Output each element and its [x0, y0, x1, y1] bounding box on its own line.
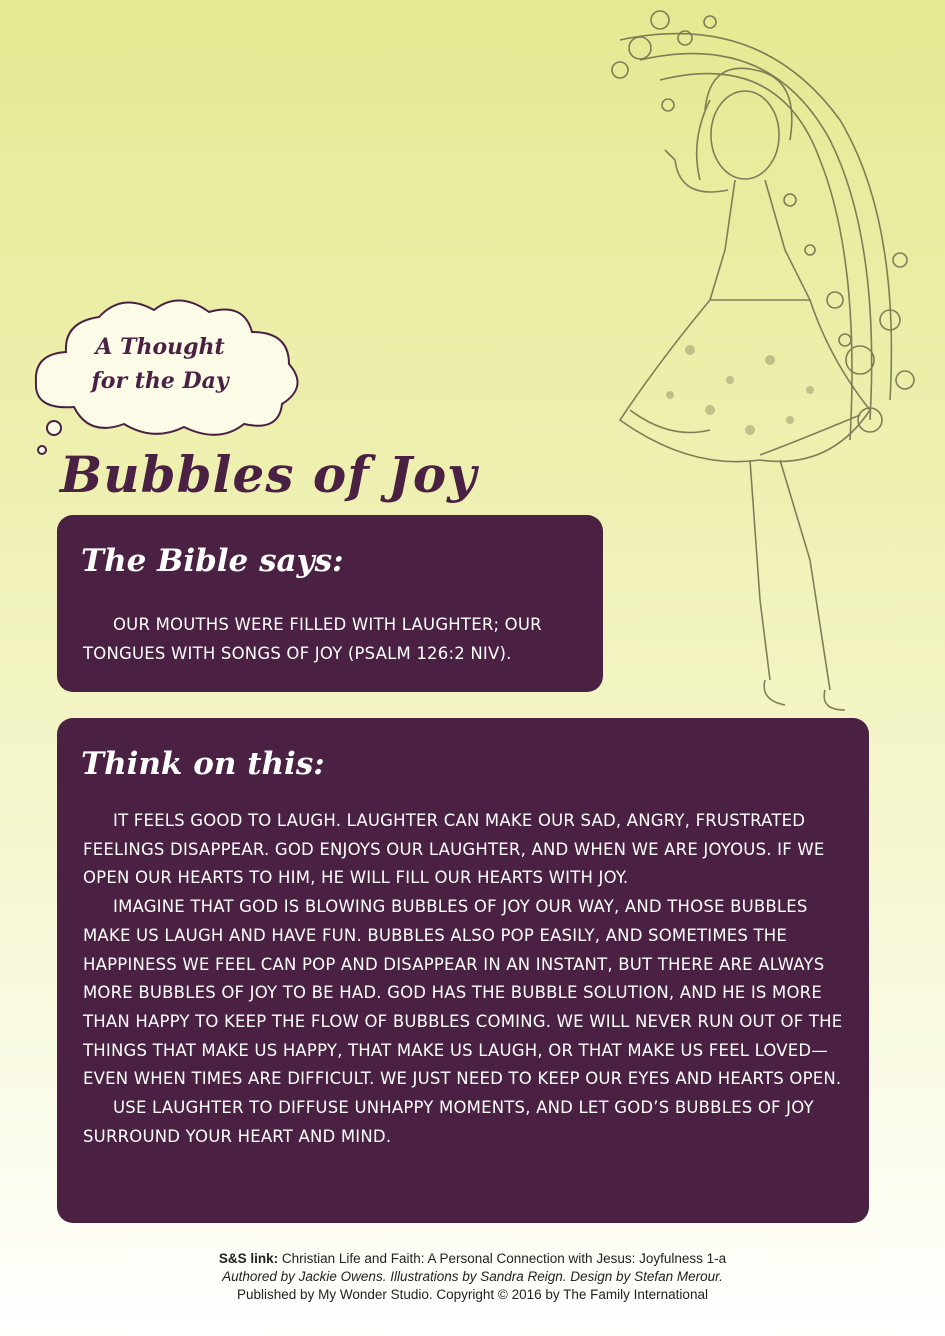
- think-on-this-body: [83, 807, 853, 1151]
- think-paragraph-2: IMAGINE THAT GOD IS BLOWING BUBBLES OF JOY OUR WAY, AND THOSE BUBBLES MAKE US LAUGH AND HAVE FUN. BUBBLES ALSO POP EASILY, AND SOMETIMES THE HAPPINESS WE FEEL CAN POP AND DISAPPEAR IN AN INSTANT, BUT THERE ARE ALWAYS MORE BUBBLES OF JOY TO BE HAD. GOD HAS THE BUBBLE SOLUTION, AND HE IS MORE THAN HAPPY TO KEEP THE FLOW OF BUBBLES COMING. WE WILL NEVER RUN OUT OF THE THINGS THAT MAKE US HAPPY, THAT MAKE US LAUGH, OR THAT MAKE US FEEL LOVED—EVEN WHEN TIMES ARE DIFFICULT. WE JUST NEED TO KEEP OUR EYES AND HEARTS OPEN.: [83, 897, 843, 1089]
- think-on-this-panel: [57, 718, 869, 1223]
- footer-link-text: Christian Life and Faith: A Personal Connection with Jesus: Joyfulness 1-a: [281, 1251, 727, 1266]
- page-title: Bubbles of Joy: [60, 445, 478, 504]
- footer-link-line: [0, 1250, 945, 1268]
- footer-credits: Authored by Jackie Owens. Illustrations by Sandra Reign. Design by Stefan Merour.: [222, 1269, 723, 1284]
- think-paragraph-1: IT FEELS GOOD TO LAUGH. LAUGHTER CAN MAKE OUR SAD, ANGRY, FRUSTRATED FEELINGS DISAPPEAR. GOD ENJOYS OUR LAUGHTER, AND WHEN WE ARE JOYOUS. IF WE OPEN OUR HEARTS TO HIM, HE WILL FILL OUR HEARTS WITH JOY.: [83, 811, 825, 888]
- think-on-this-heading: Think on this:: [81, 746, 325, 782]
- bible-verse-text: OUR MOUTHS WERE FILLED WITH LAUGHTER; OUR TONGUES WITH SONGS OF JOY (PSALM 126:2 NIV).: [83, 615, 542, 663]
- girl-with-bubbles-illustration: [560, 0, 945, 720]
- bible-says-heading: The Bible says:: [81, 543, 344, 579]
- thought-line-1: A Thought: [95, 334, 225, 360]
- page-footer: [0, 1250, 945, 1304]
- footer-link-label: S&S link:: [218, 1251, 279, 1266]
- bible-verse: [83, 611, 593, 668]
- thought-for-the-day-label: [70, 330, 250, 398]
- think-paragraph-3: USE LAUGHTER TO DIFFUSE UNHAPPY MOMENTS, AND LET GOD’S BUBBLES OF JOY SURROUND YOUR HEART AND MIND.: [83, 1098, 814, 1146]
- thought-line-2: for the Day: [91, 368, 229, 394]
- bible-says-panel: [57, 515, 603, 692]
- footer-publisher: Published by My Wonder Studio. Copyright © 2016 by The Family International: [237, 1287, 708, 1302]
